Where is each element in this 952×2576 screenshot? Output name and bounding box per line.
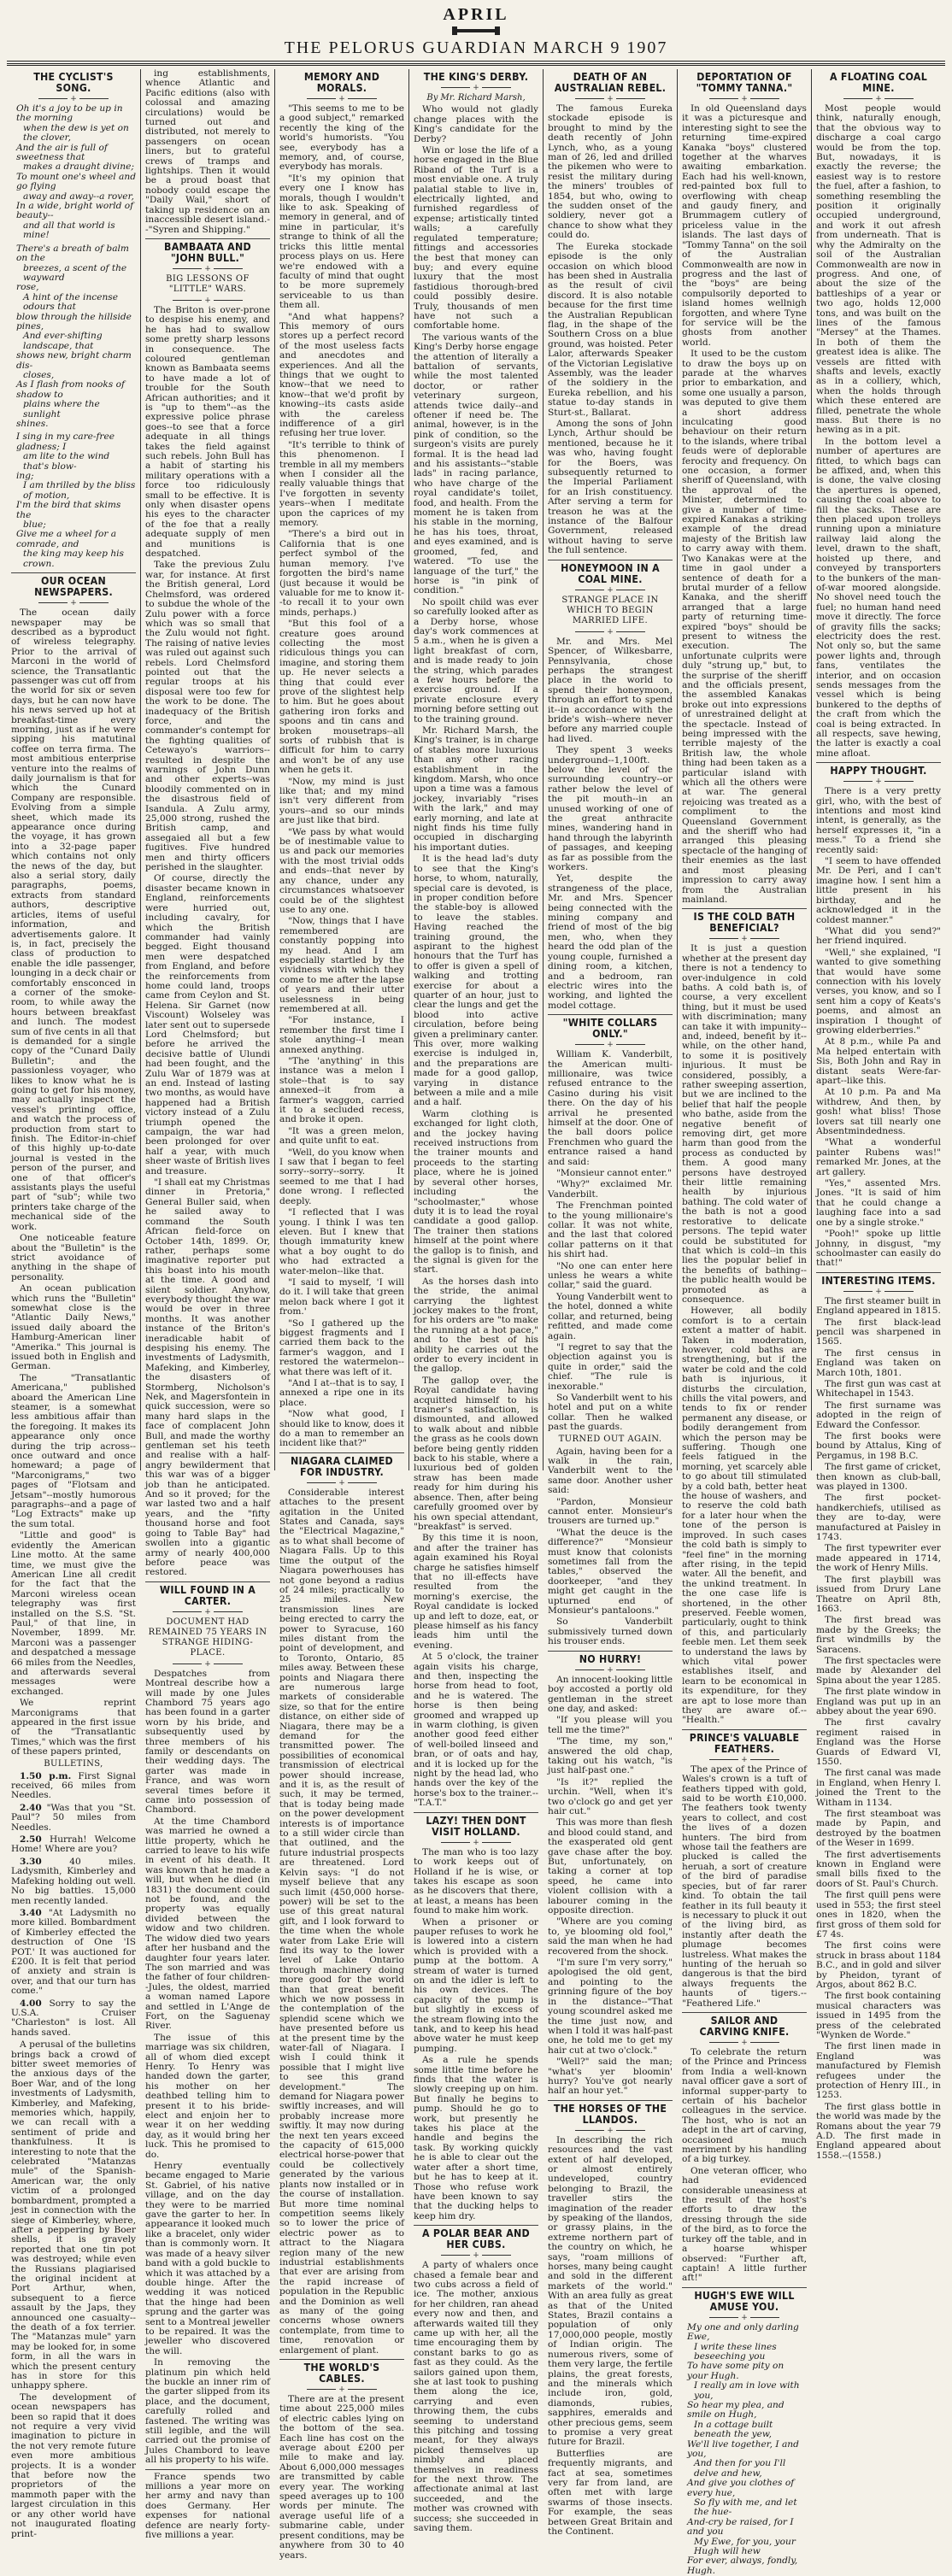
verse-line: And the air is full of sweetness that <box>16 142 108 163</box>
article <box>816 72 941 759</box>
paragraph: "Pooh!" spoke up little Johnny, in disgust, "my schoolmaster can easily do that!" <box>816 1229 941 1269</box>
paragraph: Despatches from Montreal describe how a will made by one Jules Chambord 75 years ago has been found in a garter worn by his bride, and subsequently used by three members of his family or descendants on their wedding days. The garter was made in France, and was worn several times before it came into possession of Chambord. <box>145 1668 270 1816</box>
paragraph: "It's terrible to think of this phenomenon. I tremble in all my members when I consider all the really valuable things that I've forgotten in seventy years--when I meditate upon the caprices of my memory. <box>279 439 404 529</box>
bulletin-entry <box>11 1999 136 2039</box>
article-headline: HUGH'S EWE WILL AMUSE YOU. <box>694 2289 795 2313</box>
bulletin-text: "Was that you "St. Paul"? 50 miles from Needles. <box>11 1802 136 1833</box>
paragraph: The first surname was adopted in the reign of Edward the Confessor. <box>816 1399 941 1430</box>
paragraph: The first books were bound by Attalus, King of Pergamus, in 198 B.C. <box>816 1431 941 1461</box>
paragraph: The gallop over, the Royal candidate having acquitted himself to his trainer's satisfaction, is dismounted, and allowed to walk about and nibble the grass as he cools down before being gently ridden back to his stable, where a luxurious bed of golden straw has been made ready for him during his absence. Then, after being carefully groomed over by his own special attendant, "breakfast" is served. <box>414 1375 538 1532</box>
paragraph: The first book containing musical characters was issued in 1495 from the press of the celebrated "Wynken de Worde." <box>816 1991 941 2040</box>
paragraph: "I regret to say that the objection against you is quite in order," said the chief. "The rule is inexorable." <box>548 1341 673 1392</box>
verse-line: In a wide, bright world of beauty-- <box>16 201 134 221</box>
paragraph: At 8 p.m., while Pa and Ma helped entertain with Sis, Both John and Ray in distant seats Were-far-apart--like this. <box>816 1036 941 1086</box>
verse-line: So hear my plea, and smile on Hugh, <box>687 2399 785 2421</box>
article-separator <box>145 2469 270 2470</box>
paragraph: "Where are you coming to, ye blooming old fool," said the man when he had recovered from the shock. <box>548 1916 673 1957</box>
article-headline: A FLOATING COAL MINE. <box>829 71 928 94</box>
paragraph: The development of ocean newspapers has been so rapid that it does not require a very vivid imagination to picture in the not very remote future even more ambitious projects. It is a wonder that before now the proprietors of the mammoth paper with the largest circulation in this or any other world have not inaugurated floating print- <box>11 2391 136 2539</box>
article-separator <box>414 2225 538 2226</box>
verse-line: I'm the bird that skims the <box>16 500 121 520</box>
paragraph: "It's my opinion that every one I know has morals, though I wouldn't like to ask. Speaking of memory in general, and of mine in particular, it's strange to think of all the tricks this little mental process plays on us. Here we're endowed with a faculty of mind that ought to be more supremely serviceable to us than them all. <box>279 173 404 311</box>
paragraph: The first linen made in England was manufactured by Flemish refugees under the protection of Henry III., in 1253. <box>816 2041 941 2101</box>
paragraph: "It was a green melon, and quite unfit to eat. <box>279 1125 404 1147</box>
article-headline: OUR OCEAN NEWSPAPERS. <box>34 575 113 599</box>
paragraph: William K. Vanderbilt, the American multi-millionaire, was twice refused entrance to the Casino during his visit there. On the day of his arrival he presented himself at the door. One of the ball doors police Frenchmen who guard the entrance raised a hand and said: <box>548 1049 673 1167</box>
article-headline: LAZY! THEN DONT VISIT HOLLAND. <box>426 1814 526 1838</box>
article-separator <box>682 2287 807 2288</box>
paragraph: The apex of the Prince of Wales's crown is a tuft of feathers tipped with gold, said to be worth £10,000. The feathers took twenty years to collect, and cost the lives of a dozen hunters. The bird from whose tail the feathers are plucked is called the heruah, a sort of creature of the bird of paradise species, but of far rarer kind. To obtain the tail feather in its full beauty it is necessary to pluck it out of the living bird, as instantly after death the plumage becomes lustreless. What makes the hunting of the heruah so dangerous is that the bird always frequents the haunts of tigers.--"Feathered Life." <box>682 1763 807 2009</box>
headline-ornament: + <box>145 1609 270 1616</box>
paragraph: So Vanderbilt submissively turned down his trouser ends. <box>548 1617 673 1647</box>
verse-line: when the dew is yet on the clover, <box>23 122 129 144</box>
paragraph: The ocean daily newspaper may be described as a byproduct of wireless telegraphy. Prior to the arrival of Marconi in the world of science, the Transatlantic passenger was cut off from the world for six or seven days, but he can now have his news served up hot at breakfast-time every morning, just as if he were sipping his matutinal coffee on terra firma. The most ambitious enterprise venture into the realms of daily journalism is that for which the Cunard Company are responsible. Evolving from a simple sheet, which made its appearance once during the voyage, it has grown into a 32-page paper which contains not only the news of the day, but also a serial story, daily paragraphs, poems, extracts from standard authors, descriptive articles, items of useful information, and advertisements galore. It is, in fact, precisely the class of production to enable the idle passenger, lounging in a deck chair or comfortably ensconced in a corner of the smoke-room, to while away the hours between breakfast and lunch. The modest sum of five cents in all that is demanded for a single copy of the "Cunard Daily Bulletin"; and the passionless voyager, who likes to know what he is going to get for his money, may actually inspect the vessel's printing office, and watch the process of production from start to finish. The Editor-in-chief of this highly up-to-date journal is vested in the person of the purser, and one of that officer's assistants plays the useful part of "sub"; while two printers take charge of the mechanical side of the work. <box>11 607 136 1232</box>
article-headline: DEPORTATION OF "TOMMY TANNA." <box>696 71 793 94</box>
article <box>145 238 270 1578</box>
paragraph: The first advertisements known in England were small bills fixed to the doors of St. Paul's Church. <box>816 1849 941 1889</box>
paragraph: The man who is too lazy to work keeps out of Holland if he is wise, or takes his escape as soon as he discovers that there, at least, a means has been found to make him work. <box>414 1846 538 1916</box>
verse-line: closes, <box>23 369 55 380</box>
paragraph: "And what happens? This memory of ours stores up a perfect record of the most useless facts and anecdotes and experiences. And all the things that we ought to know--that we need to know--that we'd profit by knowing--its casts aside with the careless indifference of a girl refusing her true lover. <box>279 311 404 439</box>
paragraph: France spends two millions a year more on her army and navy than does Germany. Her expenses for national defence are nearly forty-five millions a year. <box>145 2471 270 2541</box>
paragraph: ing establishments, whence Atlantic and Pacific editions (also with colossal and amazing circulations) would be turned out and distributed, not merely to passengers on ocean liners, but to grateful crews of tramps and lightships. Then it would be a proud boast that nobody could escape the "Daily Wail," short of taking up residence on an inaccessible desert island.--"Syren and Shipping." <box>145 68 270 235</box>
article-separator <box>414 1812 538 1813</box>
article-headline: THE HORSES OF THE LLANDOS. <box>553 2102 667 2126</box>
article <box>414 2225 538 2533</box>
paragraph: A party of whalers once chased a female bear and two cubs across a field of ice. The mother, anxious for her children, ran ahead every now and then, and afterwards waited till they came up with her, all the time encouraging them by constant barks to go as fast as they could. As the sailors gained upon them, she at last took to pushing them along the ice, carrying and even throwing them, the cubs seeming to understand this pitching and tossing meant, for they always picked themselves up nimbly and placed themselves in readiness for the next throw. The affectionate animal at last succeeded, and the mother was crowned with success; she succeeded in saving them. <box>414 2260 538 2534</box>
paragraph: "For instance, I remember the first time I stole anything--I mean annexed anything. <box>279 1015 404 1055</box>
headline-ornament: + <box>816 778 941 785</box>
paragraph: When a prisoner or pauper refuses to work he is lowered into a cistern which is provided with a pump at the bottom. A stream of water is turned on and the idler is left to his own devices. The capacity of the pump is but slightly in excess of the stream flowing into the tank, and to keep his head above water he must keep pumping. <box>414 1916 538 2054</box>
article <box>548 72 673 556</box>
paragraph: Mr. Richard Marsh, the King's trainer, is in charge of stables more luxurious than any other racing establishment in the kingdom. Marsh, who once upon a time was a famous jockey, invariably "rises with the lark," and may early morning, and late at night finds his time fully occupied in discharging his important duties. <box>414 725 538 853</box>
article <box>279 2359 404 2561</box>
article <box>548 560 673 1011</box>
paragraph: "Pardon, Monsieur cannot enter. Monsieur's trousers are turned up." <box>548 1496 673 1527</box>
headline-ornament: + <box>548 96 673 103</box>
article-headline: "WHITE COLLARS ONLY." <box>562 1017 658 1041</box>
paragraph: The issue of this marriage was six children, all of whom died except Henry. To Henry was handed down the garter, his mother on her deathbed telling him to present it to his bride-elect and enjoin her to wear it on her wedding day, as it would bring her luck. This he promised to do. <box>145 2032 270 2160</box>
subhead-ornament: + <box>548 629 673 636</box>
paragraph: The first game of cricket, then known as club-ball, was played in 1300. <box>816 1462 941 1493</box>
paragraph: The first pocket-handkerchiefs, utilised as they are to-day, were manufactured at Paisley in 1743. <box>816 1493 941 1543</box>
paragraph: To celebrate the return of the Prince and Princess from India a well-known naval officer gave a sort of informal supper-party to certain of his bachelor colleagues in the service. The host, who is not an adept in the art of carving, occasioned much merriment by his handling of a big turkey. <box>682 2046 807 2165</box>
bulletin-entry <box>11 1772 136 1801</box>
headline-ornament: + <box>682 96 807 103</box>
paragraph: The first quill pens were used in 553; the first steel ones in 1820, when the first gross of them sold for £7 4s. <box>816 1890 941 1939</box>
article <box>682 2012 807 2284</box>
verse-line: A hint of the incense odours that <box>23 291 119 313</box>
bulletin-time: 3.30 <box>20 1856 42 1867</box>
paragraph: A perusal of the bulletins brings back a crowd of bitter sweet memories of the anxious days of the Boer War, and of the long investments of Ladysmith, Kimberley, and Mafeking, memories which, happily, we can recall with a sentiment of pride and thankfulness. It is interesting to note that the celebrated "Matanzas mule" of the Spanish-American war, the only victim of a prolonged bombardment, prompted a jest in connection with the siege of Kimberley, where, after a peppering by Boer shells, it is gravely reported that one tin pot was destroyed; while even the Russians plagiarised the original incident at Port Arthur, when, subsequent to a fierce assault by the Japs, they announced one casualty--the death of a fox terrier. The "Matanzas mule" yarn may be looked for, in some form, in all the wars in which the present century has in store for this unhappy sphere. <box>11 2039 136 2391</box>
headline-ornament: + <box>11 96 136 103</box>
paragraph: The Frenchman pointed to the young millionaire's collar. It was not white, and the last that colored collar patterns on it that his shirt had. <box>548 1200 673 1260</box>
paragraph: "There's a bird out in California that is one perfect symbol of the human memory. I've forgotten the bird's name (just because it would be valuable for me to know it--to recall it to your own minds, perhaps.) <box>279 529 404 618</box>
paragraph: "And I at--that is to say, I annexed a ripe one in its place. <box>279 1378 404 1408</box>
article <box>145 1581 270 2466</box>
headline-ornament: + <box>11 600 136 607</box>
article <box>816 762 941 1269</box>
headline-ornament: + <box>682 2039 807 2046</box>
masthead-month: APRIL <box>443 5 509 24</box>
bulletin-text: Sorry to say the U.S.A. Cruiser "Charleston" is lost. All hands saved. <box>11 1998 136 2038</box>
paragraph: In the bottom level a number of apertures are fitted, to which bags can be affixed, and, when this is done, the valve closing the apertures is opened, causing the coal above to fill the sacks. These are then placed upon trolleys running upon a miniature railway laid along the level, drawn to the shaft, hoisted up there, and conveyed by transporters to the bunkers of the man-of-war moored alongside. No shovel need touch the fuel; no human hand need move it directly. The force of gravity fills the sacks; electricity does the rest. Not only so, but the same power lights and, through fans, ventilates the interior, and on occasion sends messages from the vessel which is being bunkered to the depths of the craft from which the coal is being extracted. In all respects, save hewing, the latter is exactly a coal mine afloat. <box>816 436 941 759</box>
verse-line: I am thrilled by the bliss of motion, <box>23 480 136 501</box>
paragraph: At 5 o'clock, the trainer again visits his charge, and then, inspecting the horse from head to foot, and he is watered. The horse is then being groomed and wrapped up in warm clothing, is given another good feed either of well-boiled linseed and bran, or of oats and hay, and it is locked up for the night by the head lad, who hands over the key of the horse's box to the trainer.--"T.A.T." <box>414 1652 538 1809</box>
paragraph: They spent 3 weeks underground--1,100ft. below the level of the surrounding country--or rather below the level of the pit mouth--in an unused working of one of the great anthracite mines, wandering hand in hand through the labyrinth of passages, and keeping as far as possible from the workers. <box>548 745 673 873</box>
headline-ornament: + <box>548 1667 673 1674</box>
article <box>682 1729 807 2009</box>
masthead-rule <box>7 61 945 66</box>
verse-line: In a cottage built beneath the yew, <box>694 2419 773 2440</box>
article-headline: NO HURRY! <box>579 1652 642 1665</box>
bulletin-entry <box>11 1909 136 1997</box>
paragraph: At 10 p.m. Pa and Ma withdrew, And then, by gosh! what bliss! Those lovers sat till nearly one Absentmindedness. <box>816 1087 941 1137</box>
headline-ornament: + <box>414 1840 538 1846</box>
paragraph: This was more than flesh and blood could stand, and the exasperated old gent gave chase after the boy. But, unfortunately, on taking a corner at top speed, he came into violent collision with a labourer coming in the opposite direction. <box>548 1817 673 1916</box>
verse-line: plains where the sunlight <box>23 399 100 420</box>
article-separator <box>682 1729 807 1730</box>
paragraph: "Well," she explained, "I wanted to give something that would have some connection with his lovely verses, you know, and so I sent him a copy of Keats's poems, and almost an inspiration I thought of growing elderberries." <box>816 947 941 1036</box>
verse-line: Give me a wheel for a comrade, and <box>16 529 117 549</box>
article-headline: PRINCE'S VALUABLE FEATHERS. <box>689 1731 800 1755</box>
paragraph: The various wants of the King's Derby horse engage the attention of literally a battalion of servants, while the most talented doctor, or rather veterinary surgeon, attends twice daily--and oftener if need be. The animal, however, is in the pink of condition, so the surgeon's visits are purely formal. It is the head lad and his assistants--"stable lads" in racing parlance, who have charge of the royal candidate's toilet, food, and health. From the moment he is taken from his stable in the morning, he has his toes, throat, and eyes examined, and is groomed, fed, and watered. "To use the language of the turf," the horse is "in pink of condition." <box>414 332 538 596</box>
verse-stanza <box>11 432 136 569</box>
column-2 <box>140 68 274 2541</box>
verse-line: And ever-shifting landscape, that <box>23 331 103 351</box>
article <box>279 72 404 1449</box>
paragraph: Of course, directly the disaster became known in England, reinforcements were hurried out, including cavalry, for which the British commander had vainly begged. Eight thousand men were despatched from England, and before the reinforcements from home could land, troops came from Ceylon and St. Helena. Sir Garnet (now Viscount) Wolseley was later sent out to supersede Lord Chelmsford; but before he arrived the decisive battle of Ulundi had been fought, and the Zulu War of 1879 was at an end. Instead of lasting two months, as would have happened had a British victory instead of a Zulu triumph opened the campaign, the war had been prolonged for over half a year, with much sheer waste of British lives and treasure. <box>145 873 270 1177</box>
verse-stanza <box>682 2323 807 2576</box>
headline-ornament: + <box>548 2127 673 2134</box>
article <box>145 2469 270 2541</box>
paragraph: An ocean publication which runs the "Bulletin" somewhat close is the "Atlantic Daily News," issued daily aboard the Hamburg-American liner "Amerika." This journal is issued both in English and German. <box>11 1283 136 1372</box>
paragraph: As a rule he spends some little time before he finds that the water is slowly creeping up on him. But finally he begins to pump. Should he go to work, but presently he takes his place at the handle and begins the task. By working quickly he is able to clear out the water after a short time, but he has to keep at it. Those who refuse work have been known to say that the ducking helps to keep him dry. <box>414 2055 538 2221</box>
column-6 <box>677 69 811 2576</box>
paragraph: "Yes," assented Mrs. Jones. "It is said of him that he could change a laughing face into a sad one by a single stroke." <box>816 1178 941 1228</box>
bulletin-text: 40 miles. Ladysmith, Kimberley and Mafeking holding out well. No big battles. 15,000 men recently landed. <box>11 1856 136 1906</box>
verse-line: ing; <box>16 471 34 482</box>
headline-ornament: + <box>682 1757 807 1763</box>
paragraph: By this time it is noon, and after the trainer has again examined his Royal charge he satisfies himself that no ill-effects have resulted from the morning's exercise, the Royal candidate is locked up and left to doze, eat, or please himself as his fancy leads him until the evening. <box>414 1533 538 1651</box>
paragraph: "Now, things that I have remembered are constantly popping into my head. And I am especially startled by the vividness with which they come to me after the lapse of years and their utter uselessness in being remembered at all. <box>279 916 404 1014</box>
verse-line: away and away--a rover, <box>23 191 134 202</box>
verse-line: And give you clothes of every hue, <box>687 2478 795 2498</box>
paragraph: The first cavalry regiment raised in England was the Horse Guards of Edward VI, 1550. <box>816 1717 941 1767</box>
verse-stanza <box>11 104 136 241</box>
article-headline: NIAGARA CLAIMED FOR INDUSTRY. <box>290 1454 394 1478</box>
article-separator <box>548 1651 673 1652</box>
article-separator <box>279 2359 404 2360</box>
headline-ornament: + <box>279 1480 404 1487</box>
paragraph: "This seems to me to be a good subject," remarked recently the king of the world's humorists. "You see, everybody has a memory, and, of course, everybody has morals. <box>279 103 404 173</box>
headline-ornament: + <box>816 96 941 103</box>
verse-line: I sing in my care-free gladness; I <box>16 431 115 452</box>
paragraph: The first plate window in England was put up in an abbey about the year 690. <box>816 1687 941 1716</box>
paragraph: The Eureka stockade episode is the only occasion on which blood has been shed in Australia as the result of civil discord. It is also notable because for the first time the Australian Republican flag, in the shape of the Southern Cross on a blue ground, was hoisted. Peter Lalor, afterwards Speaker of the Victorian Legislative Assembly, was the leader of the soldiery in the Eureka rebellion, and his statue to-day stands in Sturt-st., Ballarat. <box>548 241 673 418</box>
headline-ornament: + <box>145 266 270 273</box>
paragraph: Young Vanderbilt went to the hotel, donned a white collar, and returned, being refitted, and made come again. <box>548 1291 673 1341</box>
article-headline: INTERESTING ITEMS. <box>821 1274 936 1287</box>
verse-line: To mount one's wheel and go flying <box>16 171 136 192</box>
article-headline: THE WORLD'S CABLES. <box>303 2362 380 2385</box>
paragraph: The first coins were struck in brass about 1184 B.C., and in gold and silver by Pheidon, tyrant of Argos, about 862 B.C. <box>816 1940 941 1990</box>
bulletin-text: First Signal received, 66 miles from Needles. <box>11 1770 137 1801</box>
paragraph: "Well?" said the man; "what's yer bloomin' hurry? You've got nearly half an hour yet." <box>548 2057 673 2097</box>
article <box>145 69 270 235</box>
bulletin-text: "At Ladysmith no more killed. Bombardment of Kimberley effected the destruction of One 'IS POT.' It was auctioned for £200. It is felt that period of anxiety and strain is over, and that our turn has come." <box>11 1907 136 1997</box>
paragraph: In removing the platinum pin which held the buckle an inner rim of the garter slipped from its place, and the document, carefully rolled and fastened. The writing was still legible, and the will carried out the promise of Jules Chambord to leave all his property to his wife. <box>145 2357 270 2466</box>
article-headline: IS THE COLD BATH BENEFICIAL? <box>693 911 796 935</box>
article-headline: WILL FOUND IN A CARTER. <box>159 1583 256 1607</box>
article <box>414 72 538 1809</box>
article-headline: BAMBAATA AND "JOHN BULL." <box>164 240 251 264</box>
verse-line: My one and only darling Ewe, <box>687 2321 799 2343</box>
headline-ornament: + <box>816 1288 941 1295</box>
bulletin-text: Hurrah! Welcome Home! Where are you? <box>11 1834 136 1855</box>
paragraph: "I reflected that I was young. I think I was ten eleven. But I knew that though immaturity knew what a boy ought to do who had extracted a water-melon--like that. <box>279 1207 404 1276</box>
paragraph: However, all bodily comfort is to a certain extent a matter of habit. Taken in moderation, however, cold baths are strengthening, but if the water be cold and the cold bath is injurious, it disturbs the circulation, chills the vital powers, and tends to fix or render permanent any disease, or bodily derangement from which the person may be suffering. Though one feels fatigued in the morning, yet scarcely able to go about till stimulated by a cold bath, better heat the house of washers, and to reserve the cold bath for a later hour when the tone of the person is improved. In such cases the cold bath is simply to "feel fine" in the morning after rising, in the tepid water. All the benefit, and the unkind treatment. In the one case life is shortened, in the other preserved. Feeble women, particularly, ought to think of this, and particularly feeble men. Let them seek to understand the laws by which vital power establishes itself, and learn to be economical in its expenditure, for they are apt to lose more than they are aware of.--"Health." <box>682 1306 807 1726</box>
paragraph: Who would not gladly change places with the King's candidate for the Derby? <box>414 104 538 144</box>
verse-line: I really am in love with you, <box>694 2380 800 2401</box>
paragraph: Yet, despite the strangeness of the place, Mr. and Mrs. Spencer being connected with the mining company and friend of most of the big men, who, when they heard the odd plan of the young couple, furnished a dining room, a kitchen, and a bedroom, ran electric wires into the working, and lighted the model cottage. <box>548 873 673 1011</box>
article-headline: MEMORY AND MORALS. <box>303 71 380 94</box>
paragraph: It is just a question whether at the present day there is not a tendency to over-indulgence in cold baths. A cold bath is, of course, a very excellent thing, but it must be used with discrimination; many can take it with impunity--and, indeed, benefit by it--while, on the other hand, to some it is positively injurious. It must be considered, possibly, a rather sweeping assertion, but we are inclined to the belief that half the people who bathe, aside from the negative benefit of removing dirt, get more harm than good from the process as conducted by them. A good many persons have destroyed their little remaining health by injurious bathing. The cold water of the bath is not a good restorative to delicate persons. The tepid water could be substituted for that which is cold--in this lies the popular belief in the benefits of bathing--the public health would be promoted as a consequence. <box>682 943 807 1305</box>
paragraph: The first playbill was issued from Drury Lane Theatre on April 8th, 1663. <box>816 1574 941 1614</box>
verse-line: There's a breath of balm on the <box>16 243 129 264</box>
verse-line: and all that world is mine! <box>23 220 115 241</box>
article <box>11 72 136 569</box>
verse-line: I write these lines beseeching you <box>694 2341 777 2362</box>
paragraph: There is a very pretty girl, who, with the best of intentions and most kind intent, is generally, as the herself expresses it, "in a mess." To a friend she recently said: <box>816 786 941 855</box>
verse-stanza <box>11 244 136 430</box>
verse-line: blow through the hillside pines, <box>16 311 132 332</box>
paragraph: The first black-lead pencil was sharpened in 1565. <box>816 1317 941 1347</box>
bulletin-time: 2.40 <box>20 1802 42 1813</box>
article-separator <box>11 572 136 573</box>
article-subhead: TURNED OUT AGAIN. <box>558 1434 662 1444</box>
paragraph: As the horses dash into the stride, the animal carrying the lightest jockey makes to the front, for his orders are "to make the running at a hot pace," and to the best of his ability he carries out the order to every incident in the gallop. <box>414 1276 538 1375</box>
article-separator <box>816 1272 941 1273</box>
paragraph: The first census in England was taken on March 10th, 1801. <box>816 1347 941 1378</box>
paragraph: Among the sons of John Lynch, Arthur should be mentioned, because he it was who, having fought for the Boers, was subsequently returned to the Imperial Parliament for an Irish constituency. After serving a term for treason he was at the instance of the Balfour Government, released without having to serve the full sentence. <box>548 419 673 556</box>
headline-ornament: + <box>414 2252 538 2259</box>
paragraph: It is the head lad's duty to see that the King's horse, to whom, naturally, special care is devoted, is in proper condition before the stable-boy is allowed to leave the stables. Having reached the training ground, the aspirant to the highest honours that the Turf has to offer is given a spell of walking and trotting exercise for about a quarter of an hour, just to clear the lungs and get the blood into active circulation, before being given a preliminary canter. This over, more walking exercise is indulged in, and the preparations are made for a good gallop, varying in distance between a mile and a mile and a half. <box>414 854 538 1108</box>
verse-line: For ever, always, fondly, Hugh. <box>687 2555 798 2576</box>
paragraph: Take the previous Zulu war, for instance. At first the British general, Lord Chelmsford, was ordered to subdue the whole of the Zulu power with a force which was so small that the Zulu would not fight. The raising of native levies was ruled out against such rebels. Lord Chelmsford pointed out that the regular troops at his disposal were too few for the work to be done. The inadequacy of the British force, and the commander's contempt for the fighting qualities of Cetewayo's warriors--resulted in despite the warnings of John Dunn and other experts--was bloodily commented on in the disastrous field of Isandula. A Zulu army, 25,000 strong, rushed the British camp, and assegaied all but a few fugitives. Five hundred men and thirty officers perished in the slaughter. <box>145 560 270 873</box>
article-headline: SAILOR AND CARVING KNIFE. <box>699 2014 790 2038</box>
headline-ornament: + <box>279 2386 404 2393</box>
article <box>548 1651 673 2097</box>
article-separator <box>145 1581 270 1582</box>
paragraph: "What did you send?" her friend inquired. <box>816 925 941 947</box>
headline-ornament: + <box>548 587 673 594</box>
paragraph: The first spectacles were made by Alexander del Spina about the year 1285. <box>816 1655 941 1686</box>
paragraph: Butterflies are frequently migrants, and fact at sea, sometimes very far from land, are often met with large swarms of those insects. For example, the seas between Great Britain and the Continent. <box>548 2448 673 2537</box>
paragraph: "The 'anything' in this instance was a melon I stole--that is to say annexed--it from a farmer's waggon, carried it to a secluded recess, and broke it open. <box>279 1056 404 1125</box>
article-byline: By Mr. Richard Marsh, <box>426 93 526 103</box>
paragraph: "But this fool of a creature goes around collecting the most ridiculous things you can imagine, and storing them up. He never selects a thing that could ever prove of the slightest help to him. But he goes about gathering iron forks and spoons and tin cans and broken mousetraps--all sorts of rubbish that is difficult for him to carry and won't be of any use when he gets it. <box>279 619 404 776</box>
paragraph: Warm clothing is exchanged for light cloth, and the jockey having received instructions from the trainer mounts and proceeds to the starting place, where he is joined by several other horses, including the "schoolmaster," whose duty it is to lead the royal candidate a good gallop. The trainer then stations himself at the point where the gallop is to finish, and the signal is given for the start. <box>414 1108 538 1276</box>
subhead-ornament: + <box>145 1661 270 1668</box>
verse-line: To have some pity on your Hugh. <box>687 2361 785 2381</box>
paragraph: "I'm sure I'm very sorry," apologised the old gent, and pointing to the grinning figure of the boy in the distance--"That young scoundrel asked me the time just now, and when I told it was half-past one, he told me to get my hair cut at two o'clock." <box>548 1957 673 2056</box>
article <box>548 1014 673 1647</box>
article <box>414 1812 538 2221</box>
verse-line: makes a draught divine; <box>23 161 134 173</box>
article-separator <box>279 1452 404 1453</box>
verse-line: the king may keep his crown. <box>23 549 124 569</box>
paragraph: "Now what good, I should like to know, does it do a man to remember an incident like that?" <box>279 1409 404 1449</box>
verse-line: rose, <box>16 282 39 293</box>
paragraph: "I shall eat my Christmas dinner in Pretoria," General Buller said, when he sailed away to command the South African field-force on October 14th, 1899. Or, rather, perhaps some imaginative reporter put this boast into his mouth at the time. A good and silent soldier. Anyhow, everybody thought the war would be over in three months. It was another instance of the Briton's ineradicable habit of despising his enemy. The investments of Ladysmith, Mafeking, and Kimberley, the disasters of Stormberg, Nicholson's Nek, and Magersfontein in quick succession, were so many hard slaps in the face of complacent John Bull, and made the worthy gentleman set his teeth and realise with a half-angry bewilderment that this war was of a bigger job than he anticipated. And so it proved; for the war lasted two and a half years, and the "fifty thousand horse and foot going to Table Bay" had swollen into a gigantic army of nearly 400,000 before peace was restored. <box>145 1177 270 1578</box>
paragraph: One noticeable feature about the "Bulletin" is the strict avoidance of anything in the shape of personality. <box>11 1233 136 1282</box>
article <box>682 908 807 1726</box>
paragraph: The famous Eureka stockade episode is brought to mind by the death recently of John Lynch, who, as a young man of 26, led and drilled the pikemen who were to resist the military during the miners' troubles of 1854, but who, owing to the sudden onset of the soldiery, never got a chance to show what they could do. <box>548 103 673 241</box>
paragraph: Mr. and Mrs. Mel Spencer, of Wilkesbarre, Pennsylvania, chose perhaps the strangest place in the world to spend their honeymoon, through an effort to spend it--in accordance with the bride's wish--where never before any married couple had lived. <box>548 636 673 744</box>
paragraph: The first bread was made by the Greeks; the first windmills by the Saracens. <box>816 1615 941 1655</box>
article-headline: THE KING'S DERBY. <box>423 71 529 83</box>
subhead-ornament: + <box>145 297 270 304</box>
verse-line: We'll live together, I and you, <box>687 2438 799 2459</box>
paragraph: Henry eventually became engaged to Marie St. Gabriel, of his native village, and on the day they were to be married gave the garter to her. In appearance it looked much like a bracelet, only wider than is commonly worn. It was made of a heavy silver band with a gold buckle to which it was attached by a double hinge. After the wedding it was noticed that the hinge had been sprung and the garter was sent to a Montreal jeweller to be repaired. It was the jeweller who discovered the will. <box>145 2161 270 2356</box>
article <box>11 572 136 2539</box>
verse-line: shows new, bright charm dis- <box>16 350 132 371</box>
bulletin-time: 3.40 <box>20 1907 42 1918</box>
paragraph: "Well, do you know when I saw that I began to feel sorry--sorry--sorry. It seemed to me that I had done wrong. I reflected deeply. <box>279 1147 404 1206</box>
paragraph: The first steamboat was made by Papin, and destroyed by the boatmen of the Weser in 1699. <box>816 1809 941 1849</box>
paragraph: At the time Chambord was married he owned a little property, which he carried to leave to his wife in event of his death. It was known that he made a will, but when he died (in 1831) the document could not be found, and the property was equally divided between the widow and two children. The widow died two years after her husband and the daughter four years later. The son married and was the father of four children--Jules, the oldest, married a woman named Lapore and settled in L'Ange de Fort, on the Saguenay River. <box>145 1816 270 2032</box>
paragraph: "No one can enter here unless he wears a white collar," said the guard. <box>548 1260 673 1291</box>
bulletin-entry <box>11 1835 136 1855</box>
paragraph: In describing the rich resources and the vast extent of half developed, or almost entirely undeveloped, country belonging to Brazil, the traveller stirs the imagination of the reader by speaking of the llandos, or grassy plains, in the extreme northern part of the country on which, he says, "roam millions of horses, many being caught and sold in the different markets of the world." With an area fully as great as that of the United States, Brazil contains a population of only 17,000,000 people, mostly of Indian origin. The numerous rivers, some of them very large, the fertile plains, the great forests, and the minerals which include iron, gold, diamonds, rubies, sapphires, emeralds and other precious gems, seem to promise a very great future for Brazil. <box>548 2134 673 2448</box>
headline-ornament: + <box>279 96 404 103</box>
bulletin-entry <box>11 1857 136 1906</box>
paragraph: "Why?" exclaimed Mr. Vanderbilt. <box>548 1179 673 1200</box>
paragraph: The first canal was made in England, when Henry I. joined the Trent to the Witham in 1134. <box>816 1768 941 1808</box>
article <box>682 72 807 905</box>
verse-line: breezes, a scent of the wayward <box>23 262 127 283</box>
paragraph: Again, having been for a walk in the rain, Vanderbilt went to the same door. Another usher said: <box>548 1446 673 1496</box>
paragraph: Most people would think, naturally enough, that the obvious way to discharge a coal cargo would be from the top. But, nowadays, it is exactly the reverse; the easiest way is to restore the fuel, after a fashion, to something resembling the position it originally occupied underground, and work it out afresh from underneath. That is why the Admiralty on the soil of the Australian Commonwealth are now in progress. And one, of about the size of the battleships of a year or two ago, holds 12,000 tons, and was built on the lines of the famous "Mersey" at the Thames. In both of them the greatest idea is alike. The vessels are fitted with shafts and levels, exactly as in a colliery, which, when the holds through which these entered are filled, penetrate the whole mass. But there is no hewing as in a pit. <box>816 103 941 436</box>
paragraph: We reprint Marconigrams that appeared in the first issue of the "Transatlantic Times," which was the first of these papers printed, <box>11 1698 136 1757</box>
paragraph: "Little and good" is evidently the American Line motto. At the same time, we must give the American Line all credit for the fact that the Marconi wireless ocean telegraphy was first installed on the S.S. "St. Paul," of that line, in November, 1899. Mr. Marconi was a passenger and despatched a message 66 miles from the Needles, and afterwards several messages were exchanged. <box>11 1530 136 1697</box>
article-separator <box>548 1014 673 1015</box>
paragraph: No spoilt child was ever so carefully looked after as a Derby horse, whose day's work commences at 5 a.m., when he is given a light breakfast of corn, and is made ready to join the string, which parades a few hours before the exercise ground. If a private enclosure every morning before setting out to the training ground. <box>414 596 538 725</box>
headline-ornament: + <box>548 1042 673 1048</box>
paragraph: Win or lose the life of a horse engaged in the Blue Riband of the Turf is a most enviable one. A truly palatial stable to live in, electrically lighted, and furnished regardless of expense; artistically tinted walls; a carefully regulated temperature; fittings and accessories the best that money can buy; and every equine luxury that the most fastidious thorough-bred could possibly desire. Truly, thousands of men have not such a comfortable home. <box>414 145 538 332</box>
headline-ornament: + <box>682 936 807 942</box>
article <box>816 1272 941 2162</box>
article-subhead: DOCUMENT HAD REMAINED 75 YEARS IN STRANGE HIDING-PLACE. <box>148 1617 267 1658</box>
verse-line: And-cry be raised, for I and you <box>687 2516 794 2538</box>
article-headline: HAPPY THOUGHT. <box>830 765 927 777</box>
article-headline: DEATH OF AN AUSTRALIAN REBEL. <box>554 71 667 94</box>
bulletin-entry <box>11 1804 136 1833</box>
column-3 <box>274 69 408 2561</box>
article-subhead: BIG LESSONS OF "LITTLE" WARS. <box>166 273 250 294</box>
paragraph: "The time, my son," answered the old chap, taking out his watch, "is just half-past one." <box>548 1736 673 1776</box>
paragraph: The first glass bottle in the world was made by the Romans about the year 79 A.D. The first made in England appeared about 1558.--(1558.) <box>816 2101 941 2161</box>
headline-ornament: + <box>414 85 538 91</box>
paragraph: So Vanderbilt went to his hotel and put on a white collar. Then he walked past the guards. <box>548 1392 673 1433</box>
bulletins-heading: BULLETINS, <box>44 1758 103 1769</box>
columns <box>7 68 945 2576</box>
paragraph: "Now, my mind is just like that; and my mind isn't very different from yours--and so our minds are just like that bird. <box>279 776 404 826</box>
paragraph: "So I gathered up the biggest fragments and I carried them back to the farmer's waggon, and I restored the watermelon--what there was left of it. <box>279 1317 404 1377</box>
article <box>682 2287 807 2576</box>
masthead-ornament <box>452 26 500 35</box>
paragraph: "If you please will you tell me the time?" <box>548 1715 673 1735</box>
paragraph: Considerable interest attaches to the present agitation in the United States and Canada, says the "Electrical Magazine," as to what shall become of Niagara Falls. Up to this time the output of the Niagara powerhouses has not gone beyond a radius of 24 miles; practically to 25 miles. New transmission lines are being erected to carry the power to Syracuse, 160 miles distant from the point of development, and to Toronto, Ontario, 85 miles away. Between these points and Niagara there are numerous large markets of considerable size, so that for the entire distance, on either side of Niagara, there may be a demand for the transmitted power. The possibilities of economical transmission of electrical power should increase, and it is, as the result of such, it may be termed, that is today being made on the power development interests is of importance to a still wider circle than that outlined, and the future industrial prospects are threatened. Lord Kelvin says: "I do not myself believe that any such limit (450,000 horse-power) will be set to the use of this great natural gift, and I look forward to the time when the whole water from Lake Erie will find its way to the lower level of Lake Ontario through machinery doing more good for the world than that great benefit which we now possess in the contemplation of the splendid scene which we have presented before us at the present time by the water-fall of Niagara. I wish I could think it possible that I might live to see this grand development." The demand for Niagara power swiftly increases, and will probably increase more swiftly. It may now during the next ten years exceed the capacity of 615,000 electrical horse-power that could be collectively generated by the various plants now installed or in the course of installation. But more time nominal competition seems likely so to lower the price of electric power as to attract to the Niagara region many of the new industrial establishments that ever are arising from the rapid increase of population in the Republic and the Dominion as well as many of the going concerns whose owners contemplate, from time to time, renovation or enlargement of plant. <box>279 1487 404 2356</box>
verse-line: am lite to the wind that's blow- <box>23 451 110 472</box>
article-headline: HONEYMOON IN A COAL MINE. <box>561 561 660 585</box>
article-separator <box>682 908 807 909</box>
column-5 <box>543 69 677 2537</box>
column-7 <box>811 69 945 2161</box>
article-separator <box>548 2100 673 2101</box>
paragraph: The "Transatlantic Americana," published aboard the American Line steamer, is a somewhat less ambitious affair than the foregoing. It makes its appearance only once during the trip across--once outward and once homeward; a page of "Marconigrams," two pages of "Flotsam and Jetsam"--mostly humorous paragraphs--and a page of "Log Extracts" make up the sum total. <box>11 1372 136 1529</box>
column-1 <box>7 69 140 2539</box>
bulletin-time: 4.00 <box>20 1998 42 2009</box>
article <box>548 2100 673 2538</box>
article-headline: THE CYCLIST'S SONG. <box>33 71 114 94</box>
paragraph: The first gun was cast at Whitechapel in 1543. <box>816 1378 941 1399</box>
paragraph: An innocent-looking little boy accosted a portly old gentleman in the street one day, and asked: <box>548 1674 673 1714</box>
masthead-title: THE PELORUS GUARDIAN MARCH 9 1907 <box>284 38 668 57</box>
headline-ornament: + <box>682 2315 807 2321</box>
column-4 <box>408 69 543 2534</box>
bulletin-time: 2.50 <box>20 1834 42 1845</box>
article-headline: A POLAR BEAR AND HER CUBS. <box>421 2227 530 2251</box>
bulletin-time: 1.50 p.m. <box>20 1770 72 1781</box>
paragraph: "We pass by what would be of inestimable value to us and pack our memories with the most trivial odds and ends--that never by any chance, under any circumstances whatsoever could be of the slightest use to any one. <box>279 826 404 915</box>
paragraph: "Is it?" replied the urchin. "Well, when it's two o'clock go and get yer hair cut." <box>548 1776 673 1816</box>
verse-line: My Ewe, for you, your Hugh will hew <box>694 2536 796 2557</box>
article <box>279 1452 404 2356</box>
verse-line: So fly with me, and let the hue- <box>694 2497 797 2518</box>
article-separator <box>816 762 941 763</box>
paragraph: "What the deuce is the difference?" "Monsieur must know that colonists sometimes fall from the tables," observed the doorkeeper, "and they might get caught in the upturned end of Monsieur's pantaloons." <box>548 1527 673 1617</box>
verse-line: As I flash from nooks of shadow to <box>16 379 125 400</box>
verse-line: And then for you I'll delve and hew, <box>694 2458 786 2479</box>
article-separator <box>145 238 270 239</box>
paragraph: It used to be the custom to draw the boys up on parade at the wharves prior to embarkation, and some one usually a parson, was deputed to give them a short address inculcating good behaviour on their return to the islands, where tribal feuds were of deplorable ferocity and frequency. On one occasion, a former sheriff of Queensland, with the approval of the Minister, determined to give a number of time-expired Kanakas a striking example of the dread majesty of the British law to carry away with them. Two Kanakas were at the time in gaol under a sentence of death for a brutal murder of a fellow Kanaka, and the sheriff arranged that a large party of returning time-expired "boys" should be present to witness the execution. The unfortunate culprits were duly "strung up," but, to the surprise of the sheriff and the officials present, the assembled Kanakas broke out into expressions of unrestrained delight at the spectacle. Instead of being impressed with the terrible majesty of the British law, the whole thing had been taken as a particular island with which all the others were at war. The general rejoicing was treated as a compliment to the Queensland Government and the sheriff who had arranged this pleasing spectacle of the hanging of their enemies as the last and most pleasing impression to carry away from the Australian mainland. <box>682 349 807 905</box>
paragraph: "Monsieur cannot enter." <box>556 1168 672 1178</box>
verse-line: blue; <box>23 519 46 531</box>
paragraph: "What a wonderful painter Rubens was!" remarked Mr. Jones, at the art gallery. <box>816 1137 941 1177</box>
article-subhead: STRANGE PLACE IN WHICH TO BEGIN MARRIED LIFE. <box>561 595 659 625</box>
verse-line: shines. <box>16 419 49 429</box>
paragraph: "I seem to have offended Mr. De Peri, and I can't imagine how. I sent him a little present in his birthday, and he acknowledged it in the coldest manner." <box>816 856 941 925</box>
paragraph: One veteran officer, who had evidenced considerable uneasiness at the result of the host's efforts to draw the dressing through the side of the bird, as to force the turkey off the table, and in a hoarse whisper observed: "Further aft, captain! A little further aft!" <box>682 2165 807 2284</box>
paragraph: In old Queensland days it was a picturesque and interesting sight to see the returning time-expired Kanaka "boys" clustered together at the wharves awaiting embarkation. Each had his well-known, red-painted box full to overflowing with cheap and gaudy finery, and Brummagem cutlery of priceless value in the islands. The last days of "Tommy Tanna" on the soil of the Australian Commonwealth are now in progress and the last of the "boys" are being compulsorily deported to island homes wellnigh forgotten, and where Tyne for service will be the ghosts from another world. <box>682 103 807 348</box>
paragraph: The Briton is over-prone to despise his enemy, and he has had to swallow some pretty sharp lessons in consequence. The coloured gentleman known as Bambaata seems to have made a lot of trouble for the South African authorities; and it is "up to them"--as the expressive police phrase goes--to see that a force adequate in all things takes the field against such rebels. John Bull has a habit of starting his military operations with a force too ridiculously small to be effective. It is only when disaster opens his eyes to the character of the foe that a really adequate supply of men and munitions is despatched. <box>145 304 270 560</box>
verse-line: Oh it's a joy to be up in the morning <box>16 103 123 124</box>
paragraph: There are at the present time about 225,000 miles of electric cables lying on the bottom of the sea. Each line has cost on the average about £200 per mile to make and lay. About 6,000,000 messages are transmitted by cable every year. The working speed averages up to 100 words per minute. The average useful life of a submarine cable, under present conditions, may be anywhere from 30 to 40 years. <box>279 2394 404 2561</box>
paragraph: "I said to myself, 'I will do it. I will take that green melon back where I got it from.' <box>279 1276 404 1317</box>
paragraph: The first steamer built in England appeared in 1815. <box>816 1295 941 1317</box>
paragraph: The first typewriter ever made appeared in 1714, the work of Henry Mills. <box>816 1543 941 1574</box>
article-separator <box>682 2012 807 2013</box>
